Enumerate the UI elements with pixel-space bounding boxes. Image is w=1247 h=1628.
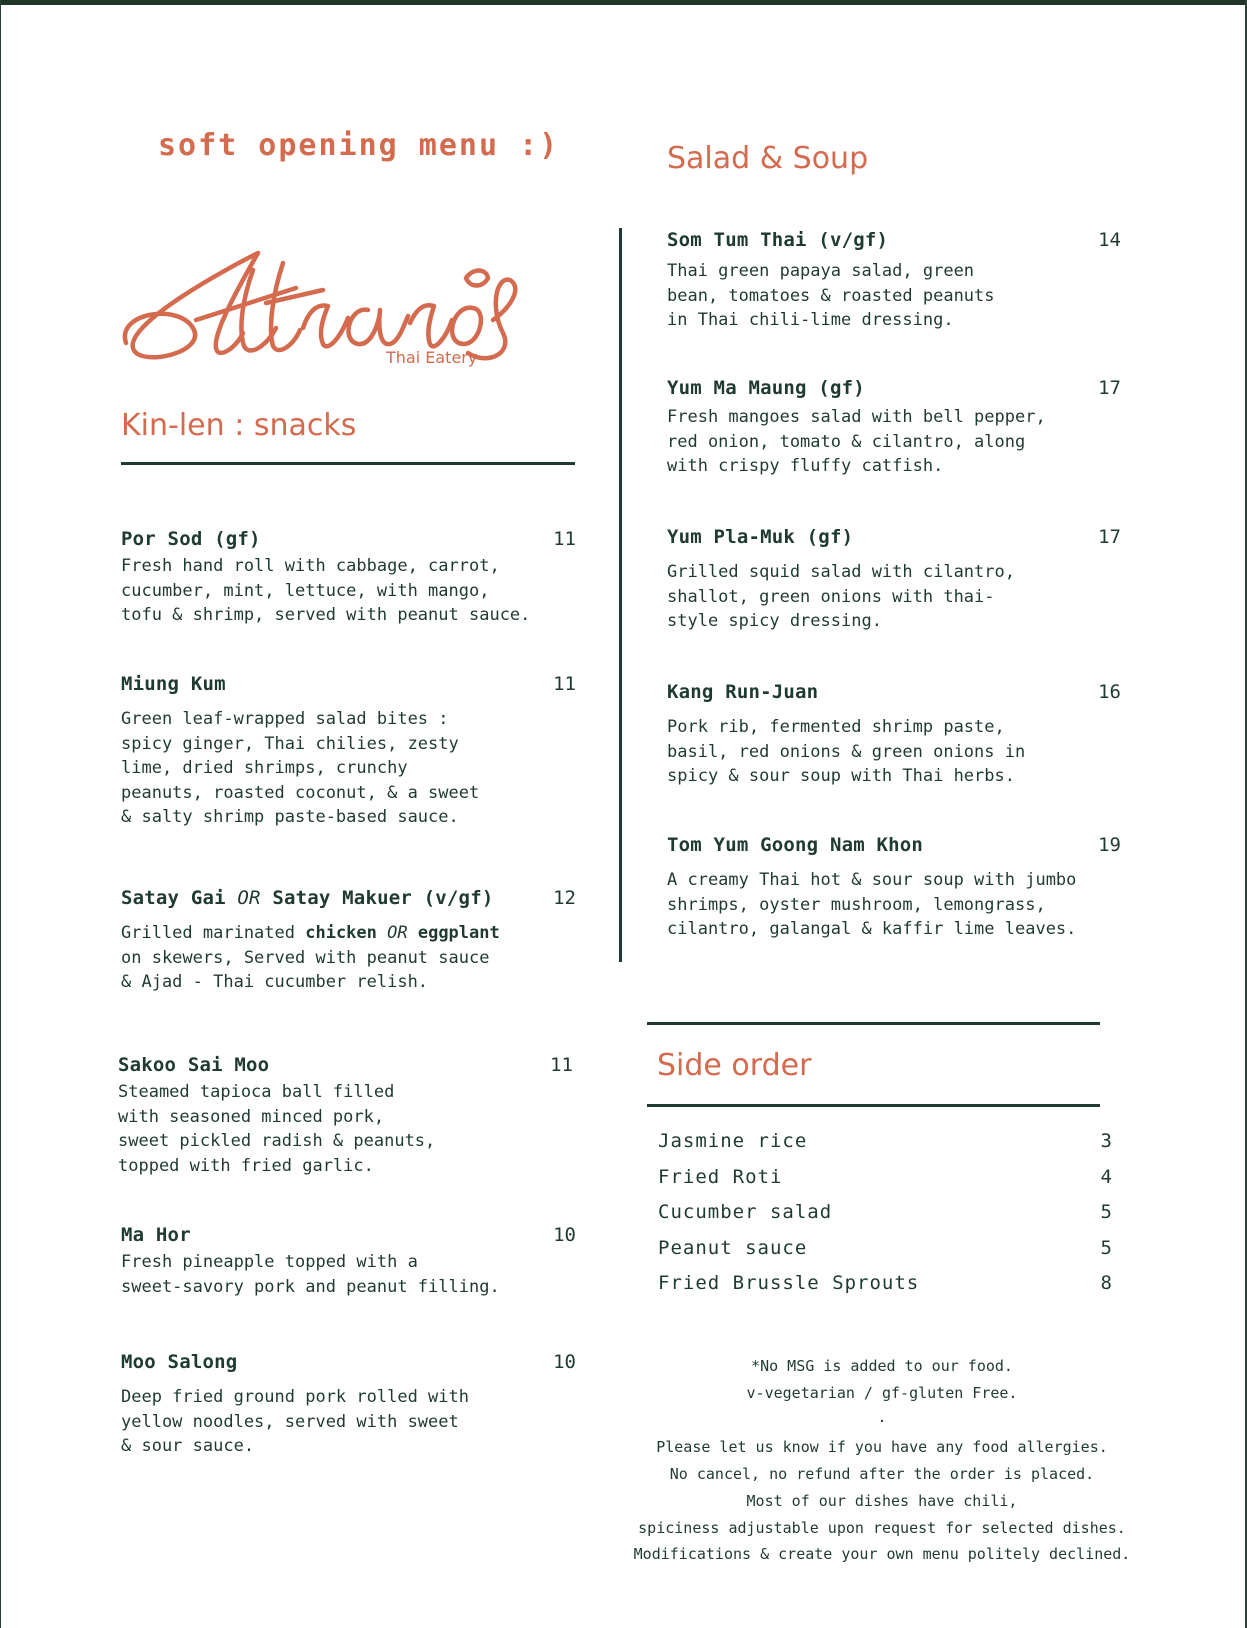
top-border bbox=[0, 0, 1247, 5]
item-price: 11 bbox=[553, 673, 576, 695]
menu-item-miung-kum bbox=[121, 673, 576, 830]
item-price: 11 bbox=[550, 1054, 573, 1076]
item-name-b: Satay Makuer (v/gf) bbox=[272, 887, 494, 909]
desc-chicken: chicken bbox=[305, 923, 377, 943]
menu-item-moo-salong bbox=[121, 1351, 576, 1459]
snacks-divider bbox=[121, 462, 575, 465]
menu-item-kang-run-juan bbox=[667, 681, 1121, 789]
side-item-name: Jasmine rice bbox=[658, 1130, 808, 1152]
item-description: Pork rib, fermented shrimp paste, basil, red onions & green onions in spicy & sour soup with Thai herbs. bbox=[667, 717, 1026, 786]
item-price: 19 bbox=[1098, 834, 1121, 856]
side-item-cucumber-salad bbox=[658, 1201, 1113, 1223]
item-price: 16 bbox=[1098, 681, 1121, 703]
side-order-bottom-divider bbox=[647, 1104, 1100, 1107]
side-item-fried-brussle-sprouts bbox=[658, 1272, 1113, 1294]
note-chili: Most of our dishes have chili, bbox=[746, 1492, 1018, 1510]
note-modifications: Modifications & create your own menu politely declined. bbox=[633, 1545, 1131, 1563]
item-price: 17 bbox=[1098, 377, 1121, 399]
side-item-name: Fried Roti bbox=[658, 1166, 783, 1188]
item-name: Moo Salong bbox=[121, 1351, 238, 1373]
item-description: A creamy Thai hot & sour soup with jumbo shrimps, oyster mushroom, lemongrass, cilantro, galangal & kaffir lime leaves. bbox=[667, 870, 1077, 939]
side-item-price: 5 bbox=[1100, 1201, 1113, 1223]
menu-item-ma-hor bbox=[121, 1224, 576, 1299]
item-description: Grilled squid salad with cilantro, shallot, green onions with thai- style spicy dressing. bbox=[667, 562, 1015, 631]
item-name: Miung Kum bbox=[121, 673, 226, 695]
side-item-name: Peanut sauce bbox=[658, 1237, 808, 1259]
item-name bbox=[121, 887, 576, 909]
side-item-price: 3 bbox=[1100, 1130, 1113, 1152]
item-description: Thai green papaya salad, green bean, tomatoes & roasted peanuts in Thai chili-lime dressing. bbox=[667, 261, 995, 330]
menu-item-tom-yum-goong bbox=[667, 834, 1121, 942]
menu-item-sakoo-sai-moo bbox=[118, 1054, 573, 1178]
side-item-price: 8 bbox=[1100, 1272, 1113, 1294]
left-edge bbox=[0, 0, 1, 1628]
desc-eggplant: eggplant bbox=[417, 923, 500, 943]
logo-subtitle: Thai Eatery bbox=[386, 348, 478, 367]
item-name-a: Satay Gai bbox=[121, 887, 226, 909]
item-name-or: OR bbox=[237, 887, 261, 909]
item-name: Kang Run-Juan bbox=[667, 681, 819, 703]
note-legend: v-vegetarian / gf-gluten Free. bbox=[746, 1384, 1018, 1402]
item-price: 11 bbox=[553, 528, 576, 550]
item-name: Tom Yum Goong Nam Khon bbox=[667, 834, 924, 856]
item-price: 17 bbox=[1098, 526, 1121, 548]
soft-opening-title: soft opening menu :) bbox=[158, 128, 560, 163]
item-price: 10 bbox=[553, 1351, 576, 1373]
side-item-jasmine-rice bbox=[658, 1130, 1113, 1152]
note-no-msg: *No MSG is added to our food. bbox=[751, 1357, 1013, 1375]
desc-a: Grilled marinated bbox=[121, 923, 306, 943]
side-item-price: 4 bbox=[1100, 1166, 1113, 1188]
desc-or: OR bbox=[376, 923, 418, 943]
item-name: Ma Hor bbox=[121, 1224, 191, 1246]
item-description: Fresh pineapple topped with a sweet-savory pork and peanut filling. bbox=[121, 1252, 500, 1297]
item-price: 10 bbox=[553, 1224, 576, 1246]
menu-item-satay bbox=[121, 887, 576, 995]
item-name: Yum Ma Maung (gf) bbox=[667, 377, 865, 399]
item-description: Fresh mangoes salad with bell pepper, red onion, tomato & cilantro, along with crispy fluffy catfish. bbox=[667, 407, 1046, 476]
menu-item-por-sod bbox=[121, 528, 576, 628]
side-item-price: 5 bbox=[1100, 1237, 1113, 1259]
side-item-name: Fried Brussle Sprouts bbox=[658, 1272, 920, 1294]
item-description: Fresh hand roll with cabbage, carrot, cucumber, mint, lettuce, with mango, tofu & shrimp, served with peanut sauce. bbox=[121, 556, 531, 625]
item-description bbox=[121, 921, 576, 995]
item-name: Sakoo Sai Moo bbox=[118, 1054, 270, 1076]
item-description: Deep fried ground pork rolled with yellow noodles, served with sweet & sour sauce. bbox=[121, 1387, 469, 1456]
menu-item-som-tum-thai bbox=[667, 229, 1121, 333]
side-item-name: Cucumber salad bbox=[658, 1201, 833, 1223]
salad-soup-section-title: Salad & Soup bbox=[667, 141, 869, 176]
side-item-peanut-sauce bbox=[658, 1237, 1113, 1259]
snacks-section-title: Kin-len : snacks bbox=[121, 408, 357, 443]
menu-item-yum-pla-muk bbox=[667, 526, 1121, 634]
desc-c: on skewers, Served with peanut sauce & Ajad - Thai cucumber relish. bbox=[121, 947, 490, 992]
item-description: Steamed tapioca ball filled with seasoned minced pork, sweet pickled radish & peanuts, topped with fried garlic. bbox=[118, 1082, 436, 1176]
item-price: 12 bbox=[553, 887, 576, 909]
column-divider bbox=[619, 228, 622, 962]
menu-item-yum-ma-maung bbox=[667, 377, 1121, 479]
side-item-fried-roti bbox=[658, 1166, 1113, 1188]
note-spiciness: spiciness adjustable upon request for selected dishes. bbox=[638, 1519, 1126, 1537]
item-price: 14 bbox=[1098, 229, 1121, 251]
item-name: Por Sod (gf) bbox=[121, 528, 261, 550]
side-order-section-title: Side order bbox=[657, 1048, 812, 1083]
item-name: Yum Pla-Muk (gf) bbox=[667, 526, 854, 548]
note-allergies: Please let us know if you have any food allergies. bbox=[656, 1438, 1108, 1456]
side-order-top-divider bbox=[647, 1022, 1100, 1025]
item-name: Som Tum Thai (v/gf) bbox=[667, 229, 889, 251]
note-no-refund: No cancel, no refund after the order is placed. bbox=[669, 1465, 1095, 1483]
item-description: Green leaf-wrapped salad bites : spicy ginger, Thai chilies, zesty lime, dried shrimps, crunchy peanuts, roasted coconut, & a sweet & salty shrimp paste-based sauce. bbox=[121, 709, 480, 827]
note-separator: . bbox=[877, 1408, 887, 1426]
